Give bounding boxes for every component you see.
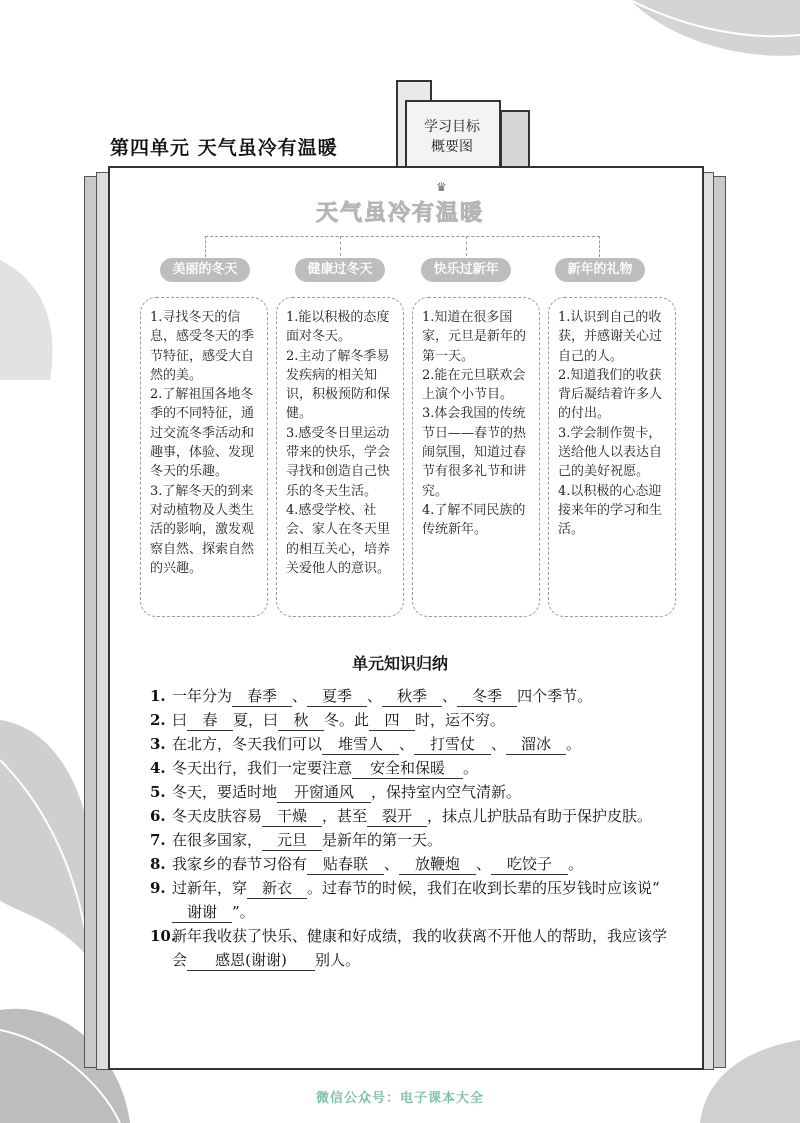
goal-box-new-year-gift bbox=[548, 297, 676, 617]
goal-line: 2.了解祖国各地冬季的不同特征，通过交流冬季活动和趣事，体验、发现冬天的乐趣。 bbox=[150, 387, 255, 480]
category-badge-new-year-gift: 新年的礼物 bbox=[555, 258, 645, 282]
category-badge-happy-new-year: 快乐过新年 bbox=[421, 258, 511, 282]
goal-line: 1.知道在很多国家，元旦是新年的第一天。 bbox=[422, 310, 527, 364]
item-text: 在北方，冬天我们可以 bbox=[172, 735, 323, 753]
answer-blank: 冬季 bbox=[457, 686, 517, 707]
item-text: 我家乡的春节习俗有 bbox=[172, 855, 308, 873]
answer-blank: 谢谢 bbox=[172, 902, 232, 923]
leaf-top-left-decoration bbox=[0, 260, 70, 380]
item-text: 别人。 bbox=[315, 951, 361, 969]
item-number: 9. bbox=[150, 879, 166, 897]
item-text: 冬。此 bbox=[324, 711, 370, 729]
item-text: 过新年，穿 bbox=[172, 879, 248, 897]
goal-line: 3.感受冬日里运动带来的快乐，学会寻找和创造自己快乐的冬天生活。 bbox=[286, 425, 391, 499]
bookmark-tab-right bbox=[500, 110, 530, 170]
goal-line: 4.感受学校、社会、家人在冬天里的相互关心，培养关爱他人的意识。 bbox=[286, 502, 391, 576]
goal-box-healthy-winter bbox=[276, 297, 404, 617]
item-text: 、 bbox=[292, 687, 308, 705]
answer-blank: 秋季 bbox=[382, 686, 442, 707]
answer-blank: 感恩(谢谢) bbox=[187, 950, 315, 971]
item-text: 、 bbox=[491, 735, 507, 753]
summary-item bbox=[150, 684, 670, 708]
item-text: ，抹点儿护肤品有助于保护皮肤。 bbox=[427, 807, 653, 825]
item-text: 。 bbox=[568, 855, 584, 873]
category-badge-healthy-winter: 健康过冬天 bbox=[295, 258, 385, 282]
answer-blank: 元旦 bbox=[262, 830, 322, 851]
answer-blank: 秋 bbox=[278, 710, 324, 731]
goal-line: 3.体会我国的传统节日——春节的热闹氛围，知道过春节有很多礼节和讲究。 bbox=[422, 406, 527, 499]
crown-icon: ♛ bbox=[436, 180, 447, 194]
footer-watermark: 微信公众号：电子课本大全 bbox=[315, 1091, 484, 1106]
summary-title: 单元知识归纳 bbox=[351, 654, 448, 673]
item-number: 4. bbox=[150, 759, 166, 777]
item-text: 、 bbox=[384, 855, 400, 873]
summary-item bbox=[150, 804, 670, 828]
answer-blank: 四 bbox=[369, 710, 415, 731]
item-text: 一年分为 bbox=[172, 687, 233, 705]
item-number: 7. bbox=[150, 831, 166, 849]
summary-item bbox=[150, 732, 670, 756]
item-text: 是新年的第一天。 bbox=[322, 831, 443, 849]
item-text: 。 bbox=[463, 759, 479, 777]
unit-title: 第四单元 天气虽冷有温暖 bbox=[110, 137, 338, 159]
item-text: 曰 bbox=[172, 711, 188, 729]
item-text: ”。 bbox=[232, 903, 255, 921]
item-number: 6. bbox=[150, 807, 166, 825]
item-number: 1. bbox=[150, 687, 166, 705]
goal-line: 3.了解冬天的到来对动植物及人类生活的影响，激发观察自然、探索自然的兴趣。 bbox=[150, 483, 255, 576]
answer-blank: 干燥 bbox=[262, 806, 322, 827]
summary-item bbox=[150, 852, 670, 876]
item-text: 冬天皮肤容易 bbox=[172, 807, 263, 825]
answer-blank: 吃饺子 bbox=[491, 854, 568, 875]
item-text: 、 bbox=[476, 855, 492, 873]
item-text: 冬天，要适时地 bbox=[172, 783, 278, 801]
answer-blank: 堆雪人 bbox=[322, 734, 399, 755]
goal-line: 2.知道我们的收获背后凝结着许多人的付出。 bbox=[558, 367, 663, 422]
item-text: 。过春节的时候，我们在收到长辈的压岁钱时应该说“ bbox=[307, 879, 660, 897]
item-number: 5. bbox=[150, 783, 166, 801]
summary-list bbox=[150, 684, 670, 972]
item-text: 、 bbox=[367, 687, 383, 705]
answer-blank: 打雪仗 bbox=[414, 734, 491, 755]
goal-tab-line1: 学习目标 bbox=[424, 119, 480, 135]
answer-blank: 夏季 bbox=[307, 686, 367, 707]
item-text: 冬天出行，我们一定要注意 bbox=[172, 759, 353, 777]
item-text: 时，运不穷。 bbox=[415, 711, 506, 729]
answer-blank: 春 bbox=[187, 710, 233, 731]
item-number: 2. bbox=[150, 711, 166, 729]
goal-line: 3.学会制作贺卡，送给他人以表达自己的美好祝愿。 bbox=[558, 425, 663, 480]
goal-line: 4.了解不同民族的传统新年。 bbox=[422, 502, 526, 538]
goal-box-happy-new-year bbox=[412, 297, 540, 617]
concept-map-title: 天气虽冷有温暖 bbox=[315, 201, 484, 226]
goal-line: 4.以积极的心态迎接来年的学习和生活。 bbox=[558, 483, 663, 538]
summary-item bbox=[150, 780, 670, 804]
goal-line: 2.能在元旦联欢会上演个小节目。 bbox=[422, 367, 526, 403]
goal-line: 1.认识到自己的收获，并感谢关心过自己的人。 bbox=[558, 310, 663, 364]
item-text: 、 bbox=[442, 687, 458, 705]
leaf-top-right-decoration bbox=[590, 0, 800, 120]
summary-item bbox=[150, 708, 670, 732]
item-text: 新年我收获了快乐、健康和好成绩，我的收获离不开他人的帮助，我应该学会 bbox=[172, 927, 668, 969]
item-number: 3. bbox=[150, 735, 166, 753]
goal-tab-line2: 概要图 bbox=[431, 139, 473, 155]
summary-item bbox=[150, 924, 670, 972]
summary-item bbox=[150, 828, 670, 852]
item-number: 10. bbox=[150, 927, 177, 945]
item-text: 。 bbox=[566, 735, 582, 753]
goal-box-beautiful-winter bbox=[140, 297, 268, 617]
goal-tab-label bbox=[412, 117, 492, 157]
answer-blank: 春季 bbox=[232, 686, 292, 707]
goal-line: 2.主动了解冬季易发疾病的相关知识，积极预防和保健。 bbox=[286, 348, 391, 422]
answer-blank: 贴春联 bbox=[307, 854, 384, 875]
item-text: 在很多国家， bbox=[172, 831, 263, 849]
item-text: ，保持室内空气清新。 bbox=[371, 783, 522, 801]
answer-blank: 开窗通风 bbox=[277, 782, 371, 803]
answer-blank: 安全和保暖 bbox=[352, 758, 463, 779]
branch-connector-inner bbox=[340, 236, 467, 256]
answer-blank: 新衣 bbox=[247, 878, 307, 899]
summary-item bbox=[150, 756, 670, 780]
item-number: 8. bbox=[150, 855, 166, 873]
goal-line: 1.能以积极的态度面对冬天。 bbox=[286, 310, 390, 345]
item-text: 夏，曰 bbox=[233, 711, 279, 729]
answer-blank: 裂开 bbox=[367, 806, 427, 827]
category-badge-beautiful-winter: 美丽的冬天 bbox=[160, 258, 250, 282]
answer-blank: 溜冰 bbox=[506, 734, 566, 755]
item-text: 四个季节。 bbox=[517, 687, 593, 705]
item-text: ，甚至 bbox=[322, 807, 368, 825]
answer-blank: 放鞭炮 bbox=[399, 854, 476, 875]
summary-item bbox=[150, 876, 670, 924]
goal-line: 1.寻找冬天的信息，感受冬天的季节特征，感受大自然的美。 bbox=[150, 310, 255, 383]
item-text: 、 bbox=[399, 735, 415, 753]
